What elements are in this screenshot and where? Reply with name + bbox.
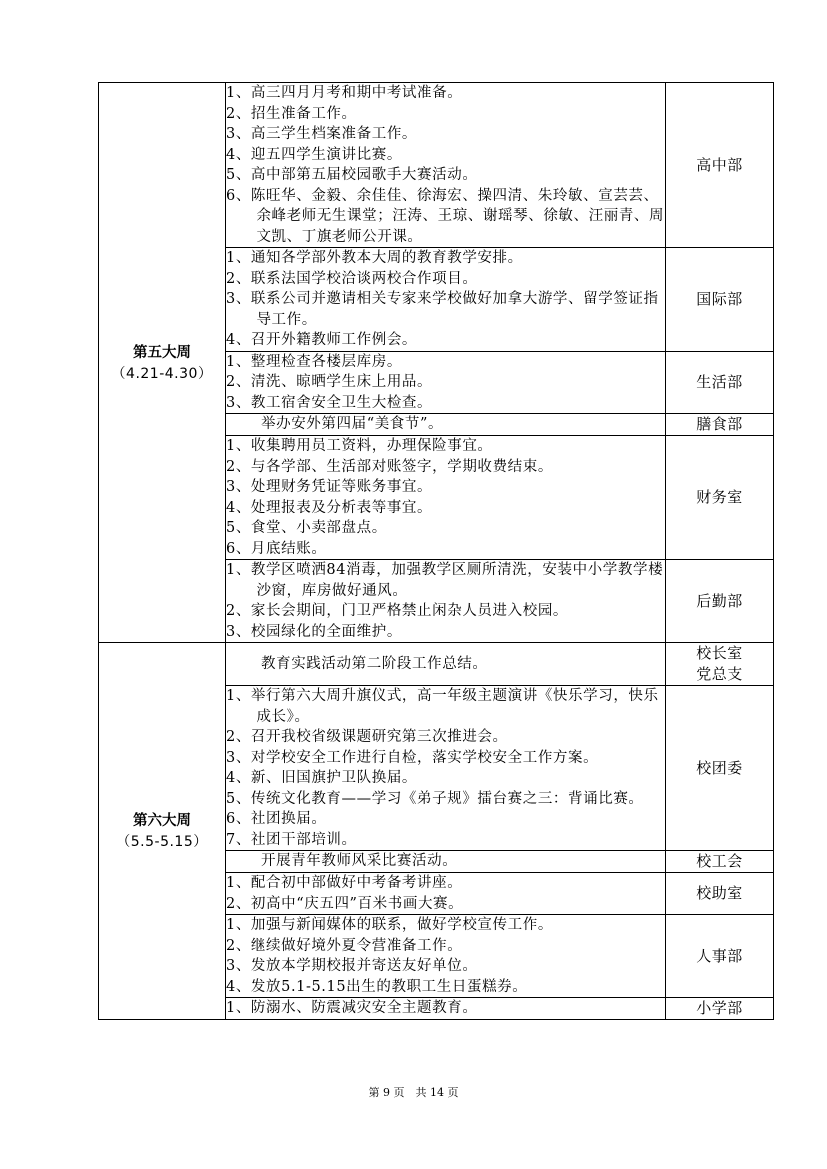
- tasks-cell: [226, 83, 666, 248]
- task-item: 3、校园绿化的全面维护。: [226, 623, 402, 640]
- department-name: 小学部: [696, 999, 743, 1017]
- task-item: 5、食堂、小卖部盘点。: [226, 520, 387, 536]
- department-cell: [666, 643, 774, 686]
- week-name: 第六大周: [133, 813, 191, 829]
- task-item: 5、高中部第五届校园歌手大赛活动。: [226, 167, 478, 183]
- task-item: 2、继续做好境外夏令营准备工作。: [226, 937, 463, 954]
- task-item: 1、收集聘用员工资料，办理保险事宜。: [226, 438, 493, 454]
- table-row: [99, 83, 774, 248]
- task-item: 3、联系公司并邀请相关专家来学校做好加拿大游学、留学签证指导工作。: [226, 291, 659, 328]
- department-name: 财务室: [696, 488, 743, 506]
- tasks-cell: [226, 560, 666, 643]
- task-item: 6、陈旺华、金毅、余佳佳、徐海宏、操四清、朱玲敏、宣芸芸、余峰老师无生课堂；汪涛、王琼、谢瑶琴、徐敏、汪丽青、周文凯、丁旗老师公开课。: [226, 187, 665, 245]
- task-item: 1、高三四月月考和期中考试准备。: [226, 85, 463, 101]
- task-item: 4、发放5.1-5.15出生的教职工生日蛋糕券。: [226, 978, 528, 995]
- task-item: 4、召开外籍教师工作例会。: [226, 332, 418, 348]
- department-cell: [666, 248, 774, 352]
- task-item: 2、与各学部、生活部对账签字，学期收费结束。: [226, 458, 553, 475]
- department-name: 高中部: [696, 155, 743, 174]
- tasks-cell: [226, 686, 666, 851]
- tasks-cell: [226, 351, 666, 414]
- task-item: 1、配合初中部做好中考备考讲座。: [226, 875, 463, 891]
- task-item: 6、月底结账。: [226, 540, 327, 557]
- department-cell: [666, 83, 774, 248]
- tasks-cell: [226, 998, 666, 1020]
- department-cell: [666, 686, 774, 851]
- task-item: 教育实践活动第二阶段工作总结。: [261, 655, 488, 672]
- task-item: 2、联系法国学校洽谈两校合作项目。: [226, 270, 478, 287]
- task-item: 7、社团干部培训。: [226, 831, 357, 848]
- department-cell: [666, 414, 774, 436]
- department-name: 党总支: [696, 665, 743, 683]
- task-item: 2、家长会期间，门卫严格禁止闲杂人员进入校园。: [226, 603, 569, 619]
- tasks-cell: [226, 436, 666, 560]
- schedule-body: [99, 83, 774, 1020]
- task-item: 1、举行第六大周升旗仪式，高一年级主题演讲《快乐学习，快乐成长》。: [226, 688, 659, 725]
- task-item: 3、对学校安全工作进行自检，落实学校安全工作方案。: [226, 749, 599, 766]
- tasks-cell: [226, 873, 666, 915]
- tasks-cell: [226, 915, 666, 998]
- department-cell: [666, 351, 774, 414]
- task-item: 1、教学区喷洒84消毒，加强教学区厕所清洗，安装中小学教学楼沙窗，库房做好通风。: [226, 562, 664, 599]
- task-item: 5、传统文化教育——学习《弟子规》擂台赛之三：背诵比赛。: [226, 790, 644, 807]
- week-cell: [99, 643, 226, 1020]
- department-name: 人事部: [696, 946, 743, 965]
- department-cell: [666, 873, 774, 915]
- department-name: 生活部: [696, 372, 743, 391]
- tasks-cell: [226, 643, 666, 686]
- task-item: 举办安外第四届“美食节”。: [261, 416, 444, 433]
- task-item: 2、清洗、晾晒学生床上用品。: [226, 374, 433, 390]
- task-item: 2、招生准备工作。: [226, 105, 357, 122]
- task-item: 2、召开我校省级课题研究第三次推进会。: [226, 729, 508, 745]
- week-cell: [99, 83, 226, 643]
- task-item: 1、防溺水、防震减灾安全主题教育。: [226, 1000, 478, 1017]
- tasks-cell: [226, 851, 666, 873]
- week-date-range: （4.21-4.30）: [111, 365, 213, 382]
- department-cell: [666, 560, 774, 643]
- task-item: 3、发放本学期校报并寄送友好单位。: [226, 958, 478, 974]
- table-row: [99, 643, 774, 686]
- department-name: 膳食部: [696, 415, 743, 433]
- department-cell: [666, 915, 774, 998]
- department-cell: [666, 436, 774, 560]
- department-name: 校团委: [696, 758, 743, 777]
- task-item: 2、初高中“庆五四”百米书画大赛。: [226, 895, 464, 912]
- department-name: 校助室: [696, 884, 743, 902]
- schedule-table: [98, 82, 774, 1020]
- task-item: 1、加强与新闻媒体的联系，做好学校宣传工作。: [226, 917, 553, 933]
- task-item: 3、教工宿舍安全卫生大检查。: [226, 394, 433, 411]
- department-name: 校工会: [696, 852, 743, 870]
- department-name: 后勤部: [696, 591, 743, 610]
- task-item: 4、迎五四学生演讲比赛。: [226, 146, 402, 163]
- page-footer: 第 9 页 共 14 页: [368, 1086, 459, 1099]
- department-cell: [666, 998, 774, 1020]
- week-name: 第五大周: [133, 344, 191, 361]
- task-item: 1、通知各学部外教本大周的教育教学安排。: [226, 250, 523, 266]
- task-item: 开展青年教师风采比赛活动。: [261, 853, 458, 870]
- department-cell: [666, 851, 774, 873]
- tasks-cell: [226, 248, 666, 352]
- task-item: 3、处理财务凭证等账务事宜。: [226, 479, 433, 495]
- tasks-cell: [226, 414, 666, 436]
- department-name: 国际部: [696, 289, 743, 308]
- task-item: 3、高三学生档案准备工作。: [226, 126, 418, 142]
- task-item: 6、社团换届。: [226, 811, 327, 827]
- week-date-range: （5.5-5.15）: [116, 834, 208, 850]
- task-item: 4、处理报表及分析表等事宜。: [226, 499, 433, 516]
- department-name: 校长室: [696, 644, 743, 662]
- task-item: 1、整理检查各楼层库房。: [226, 353, 402, 370]
- task-item: 4、新、旧国旗护卫队换届。: [226, 770, 418, 786]
